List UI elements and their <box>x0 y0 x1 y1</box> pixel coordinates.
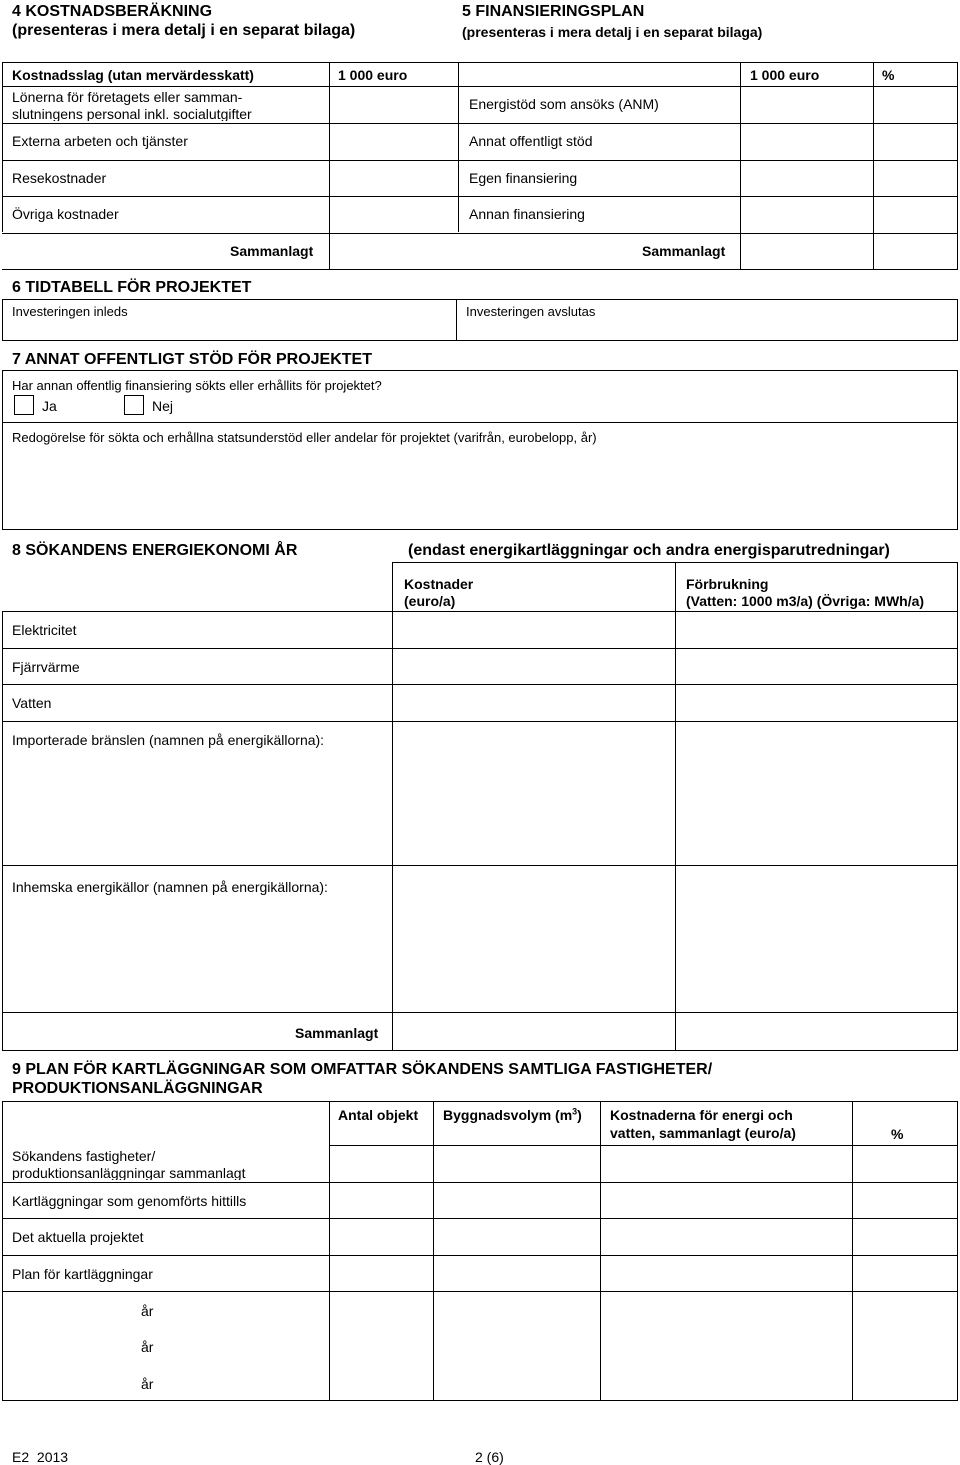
energy-cost-total-header-2: vatten, sammanlagt (euro/a) <box>610 1125 796 1141</box>
imported-fuels-names-input[interactable] <box>3 752 391 864</box>
year-label-1: år <box>141 1303 154 1319</box>
page-number: 2 (6) <box>475 1449 504 1465</box>
energy-cost-total-header-1: Kostnaderna för energi och <box>610 1107 793 1123</box>
district-heating-use-input[interactable] <box>676 649 956 683</box>
investment-end-input[interactable] <box>457 321 956 339</box>
section5-title: 5 FINANSIERINGSPLAN <box>462 3 645 20</box>
cost-travel-input[interactable] <box>330 161 457 195</box>
no-label: Nej <box>152 398 174 414</box>
properties-pct-input[interactable] <box>853 1146 956 1181</box>
finance-total-amount-input[interactable] <box>741 234 872 268</box>
plan-count-input[interactable] <box>330 1292 432 1399</box>
cost-other-input[interactable] <box>330 197 457 232</box>
finance-public-pct-input[interactable] <box>874 124 956 159</box>
energy-cost-header-2: (euro/a) <box>404 593 456 609</box>
state-aid-account-textarea[interactable] <box>3 450 956 528</box>
survey-pct-header: % <box>891 1126 904 1142</box>
plan-year-3-input[interactable] <box>20 1371 135 1397</box>
done-count-input[interactable] <box>330 1183 432 1217</box>
plan-year-1-input[interactable] <box>20 1298 135 1324</box>
finance-other-amount-input[interactable] <box>741 197 872 232</box>
energy-row-district-heating: Fjärrvärme <box>12 659 80 675</box>
year-label-2: år <box>141 1339 154 1355</box>
finance-amount-header: 1 000 euro <box>750 67 820 83</box>
plan-cost-input[interactable] <box>601 1292 851 1399</box>
finance-row-anm: Energistöd som ansöks (ANM) <box>469 96 659 112</box>
surveys-done-label: Kartläggningar som genomförts hittills <box>12 1193 247 1209</box>
energy-use-header-2: (Vatten: 1000 m3/a) (Övriga: MWh/a) <box>686 593 925 609</box>
cost-total-label: Sammanlagt <box>230 243 314 259</box>
section7-title: 7 ANNAT OFFENTLIGT STÖD FÖR PROJEKTET <box>12 351 372 368</box>
energy-use-header-1: Förbrukning <box>686 576 769 592</box>
energy-row-water: Vatten <box>12 695 52 711</box>
investment-start-input[interactable] <box>3 321 455 339</box>
section8-title: 8 SÖKANDENS ENERGIEKONOMI ÅR <box>12 542 298 559</box>
properties-volume-input[interactable] <box>434 1146 599 1181</box>
cost-external-input[interactable] <box>330 124 457 159</box>
finance-row-own: Egen finansiering <box>469 170 578 186</box>
yes-checkbox[interactable] <box>14 395 34 415</box>
section9-title-line2: PRODUKTIONSANLÄGGNINGAR <box>12 1080 263 1097</box>
energy-total-cost-input[interactable] <box>393 1013 674 1049</box>
energy-row-imported-fuels: Importerade bränslen (namnen på energikällorna): <box>12 732 325 748</box>
cost-row-salaries-label: Lönerna för företagets eller samman- slutningens personal inkl. socialutgifter <box>12 89 252 121</box>
finance-row-public: Annat offentligt stöd <box>469 133 593 149</box>
state-aid-account-label: Redogörelse för sökta och erhållna statsunderstöd eller andelar för projektet (varifrån, eurobelopp, år) <box>12 430 597 445</box>
finance-total-label: Sammanlagt <box>642 243 726 259</box>
building-volume-header: Byggnadsvolym $(m^3)$ <box>443 1106 582 1123</box>
finance-other-pct-input[interactable] <box>874 197 956 232</box>
finance-row-other: Annan finansiering <box>469 206 585 222</box>
cost-type-header: Kostnadsslag (utan mervärdesskatt) <box>12 67 254 83</box>
cost-salaries-input[interactable] <box>330 87 457 122</box>
survey-plan-label: Plan för kartläggningar <box>12 1266 153 1282</box>
finance-pct-header: % <box>882 67 895 83</box>
energy-cost-header-1: Kostnader <box>404 576 474 592</box>
no-checkbox[interactable] <box>124 395 144 415</box>
energy-year-input[interactable] <box>318 540 388 560</box>
water-use-input[interactable] <box>676 685 956 720</box>
current-cost-input[interactable] <box>601 1219 851 1254</box>
energy-row-electricity: Elektricitet <box>12 622 77 638</box>
current-project-label: Det aktuella projektet <box>12 1229 144 1245</box>
investment-start-label: Investeringen inleds <box>12 304 128 319</box>
cost-amount-header: 1 000 euro <box>338 67 408 83</box>
cost-row-other: Övriga kostnader <box>12 206 119 222</box>
properties-total-label: Sökandens fastigheter/ produktionsanläggningar sammanlagt <box>12 1148 246 1180</box>
finance-own-amount-input[interactable] <box>741 161 872 195</box>
yes-label: Ja <box>42 398 57 414</box>
section6-title: 6 TIDTABELL FÖR PROJEKTET <box>12 279 252 296</box>
current-count-input[interactable] <box>330 1219 432 1254</box>
year-label-3: år <box>141 1376 154 1392</box>
investment-end-label: Investeringen avslutas <box>466 304 596 319</box>
imported-fuels-cost-input[interactable] <box>393 722 674 864</box>
section5-subtitle: (presenteras i mera detalj i en separat bilaga) <box>462 24 763 40</box>
domestic-sources-names-input[interactable] <box>3 899 391 1011</box>
plan-volume-input[interactable] <box>434 1292 599 1399</box>
section9-title-line1: 9 PLAN FÖR KARTLÄGGNINGAR SOM OMFATTAR SÖKANDENS SAMTLIGA FASTIGHETER/ <box>12 1061 713 1078</box>
domestic-sources-cost-input[interactable] <box>393 866 674 1011</box>
plan-year-2-input[interactable] <box>20 1334 135 1360</box>
finance-public-amount-input[interactable] <box>741 124 872 159</box>
section4-subtitle: (presenteras i mera detalj i en separat bilaga) <box>12 22 356 39</box>
finance-total-pct-input[interactable] <box>874 234 956 268</box>
done-cost-input[interactable] <box>601 1183 851 1217</box>
electricity-cost-input[interactable] <box>393 612 674 647</box>
properties-cost-input[interactable] <box>601 1146 851 1181</box>
imported-fuels-use-input[interactable] <box>676 722 956 864</box>
energy-total-use-input[interactable] <box>676 1013 956 1049</box>
water-cost-input[interactable] <box>393 685 674 720</box>
energy-total-label: Sammanlagt <box>295 1025 379 1041</box>
domestic-sources-use-input[interactable] <box>676 866 956 1011</box>
energy-row-domestic-sources: Inhemska energikällor (namnen på energikällorna): <box>12 879 328 895</box>
done-volume-input[interactable] <box>434 1183 599 1217</box>
cost-row-travel: Resekostnader <box>12 170 107 186</box>
finance-anm-pct-input[interactable] <box>874 87 956 122</box>
section8-note: (endast energikartläggningar och andra energisparutredningar) <box>408 542 890 559</box>
cost-row-external: Externa arbeten och tjänster <box>12 133 188 149</box>
done-pct-input[interactable] <box>853 1183 956 1217</box>
electricity-use-input[interactable] <box>676 612 956 647</box>
finance-anm-amount-input[interactable] <box>741 87 872 122</box>
plan-pct-input[interactable] <box>853 1292 956 1399</box>
district-heating-cost-input[interactable] <box>393 649 674 683</box>
current-pct-input[interactable] <box>853 1219 956 1254</box>
finance-own-pct-input[interactable] <box>874 161 956 195</box>
form-code: E2 2013 <box>12 1449 69 1465</box>
section4-title: 4 KOSTNADSBERÄKNING <box>12 3 213 20</box>
object-count-header: Antal objekt <box>338 1107 419 1123</box>
current-volume-input[interactable] <box>434 1219 599 1254</box>
other-funding-question: Har annan offentlig finansiering sökts eller erhållits för projektet? <box>12 378 382 393</box>
properties-count-input[interactable] <box>330 1146 432 1181</box>
cost-total-input[interactable] <box>330 234 457 268</box>
